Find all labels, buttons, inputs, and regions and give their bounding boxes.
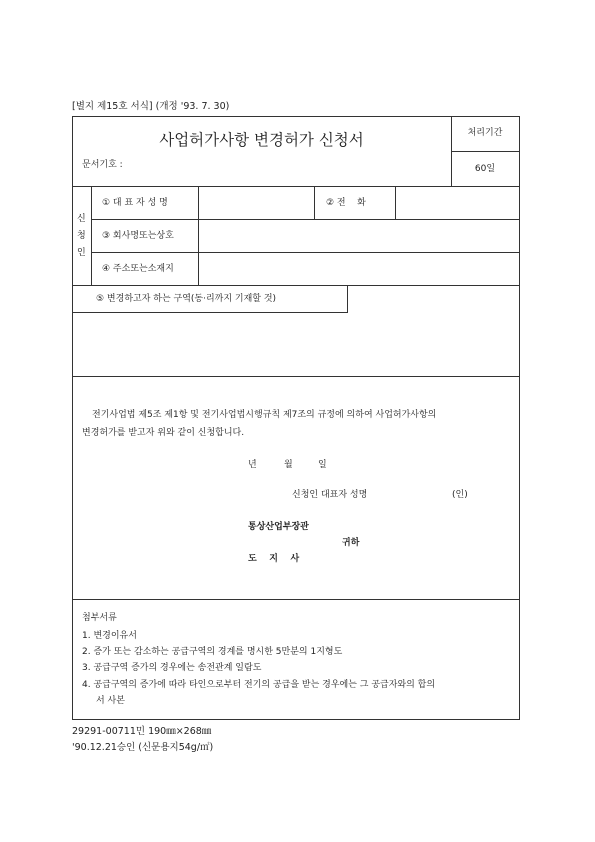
- frame-top: [72, 116, 520, 117]
- period-divider: [451, 151, 519, 152]
- attachment-item-2: 2. 증가 또는 감소하는 공급구역의 경계를 명시한 5만분의 1지형도: [82, 647, 343, 657]
- change-area-label: ⑤ 변경하고자 하는 구역(동·리까지 기재할 것): [96, 294, 277, 304]
- applicant-bottom-line: [72, 285, 520, 286]
- rep-name-label: ① 대 표 자 성 명: [102, 198, 168, 208]
- area-bottom-line: [72, 376, 520, 377]
- phone-field[interactable]: [396, 187, 519, 219]
- attachment-item-1: 1. 변경이유서: [82, 631, 137, 641]
- attachment-item-3: 3. 공급구역 증가의 경우에는 송전관계 일람도: [82, 663, 262, 673]
- statement-line-2: 변경허가를 받고자 위와 같이 신청합니다.: [82, 428, 245, 438]
- form-number-note: [별지 제15호 서식] (개정 '93. 7. 30): [72, 101, 230, 112]
- phone-divider-left: [314, 186, 315, 219]
- applicant-label-char-1: 신: [77, 214, 86, 224]
- addressee-governor: 도 지 사: [248, 554, 300, 564]
- attachment-item-4: 4. 공급구역의 증가에 따라 타인으로부터 전기의 공급을 받는 경우에는 그 공급자와의 합의: [82, 680, 436, 690]
- date-month: 월: [284, 460, 293, 470]
- change-area-field[interactable]: [73, 313, 519, 376]
- doc-number-label: 문서기호 :: [82, 160, 123, 170]
- applicant-label-char-3: 인: [77, 248, 86, 258]
- frame-bottom: [72, 719, 520, 720]
- addressee-suffix: 귀하: [342, 538, 360, 548]
- applicant-label-char-2: 청: [77, 231, 86, 241]
- signer-label: 신청인 대표자 성명: [292, 490, 368, 500]
- date-day: 일: [318, 460, 327, 470]
- seal-label: (인): [452, 490, 468, 500]
- address-label: ④ 주소또는소재지: [102, 264, 174, 274]
- footer-line-1: 29291-00711민 190㎜×268㎜: [72, 726, 212, 737]
- form-title: 사업허가사항 변경허가 신청서: [159, 131, 364, 149]
- processing-period-value: 60일: [474, 164, 496, 174]
- applicant-label-divider: [91, 186, 92, 285]
- attachments-title: 첨부서류: [82, 613, 117, 623]
- rep-name-field[interactable]: [199, 187, 314, 219]
- address-field[interactable]: [199, 253, 519, 285]
- footer-line-2: '90.12.21승인 (신문용지54g/㎡): [72, 742, 214, 753]
- processing-period-label: 처리기간: [467, 128, 503, 138]
- area-label-right: [347, 285, 348, 312]
- company-field[interactable]: [199, 220, 519, 252]
- attachment-item-4-cont: 서 사본: [96, 696, 125, 706]
- frame-right: [519, 116, 520, 720]
- addressee-minister: 통상산업부장관: [248, 522, 309, 532]
- company-label: ③ 회사명또는상호: [102, 231, 174, 241]
- phone-label: ② 전 화: [326, 198, 366, 208]
- statement-bottom-line: [72, 599, 520, 600]
- date-year: 년: [248, 460, 257, 470]
- frame-left: [72, 116, 73, 720]
- statement-line-1: 전기사업법 제5조 제1항 및 전기사업법시행규칙 제7조의 규정에 의하여 사업허가사항의: [92, 410, 437, 420]
